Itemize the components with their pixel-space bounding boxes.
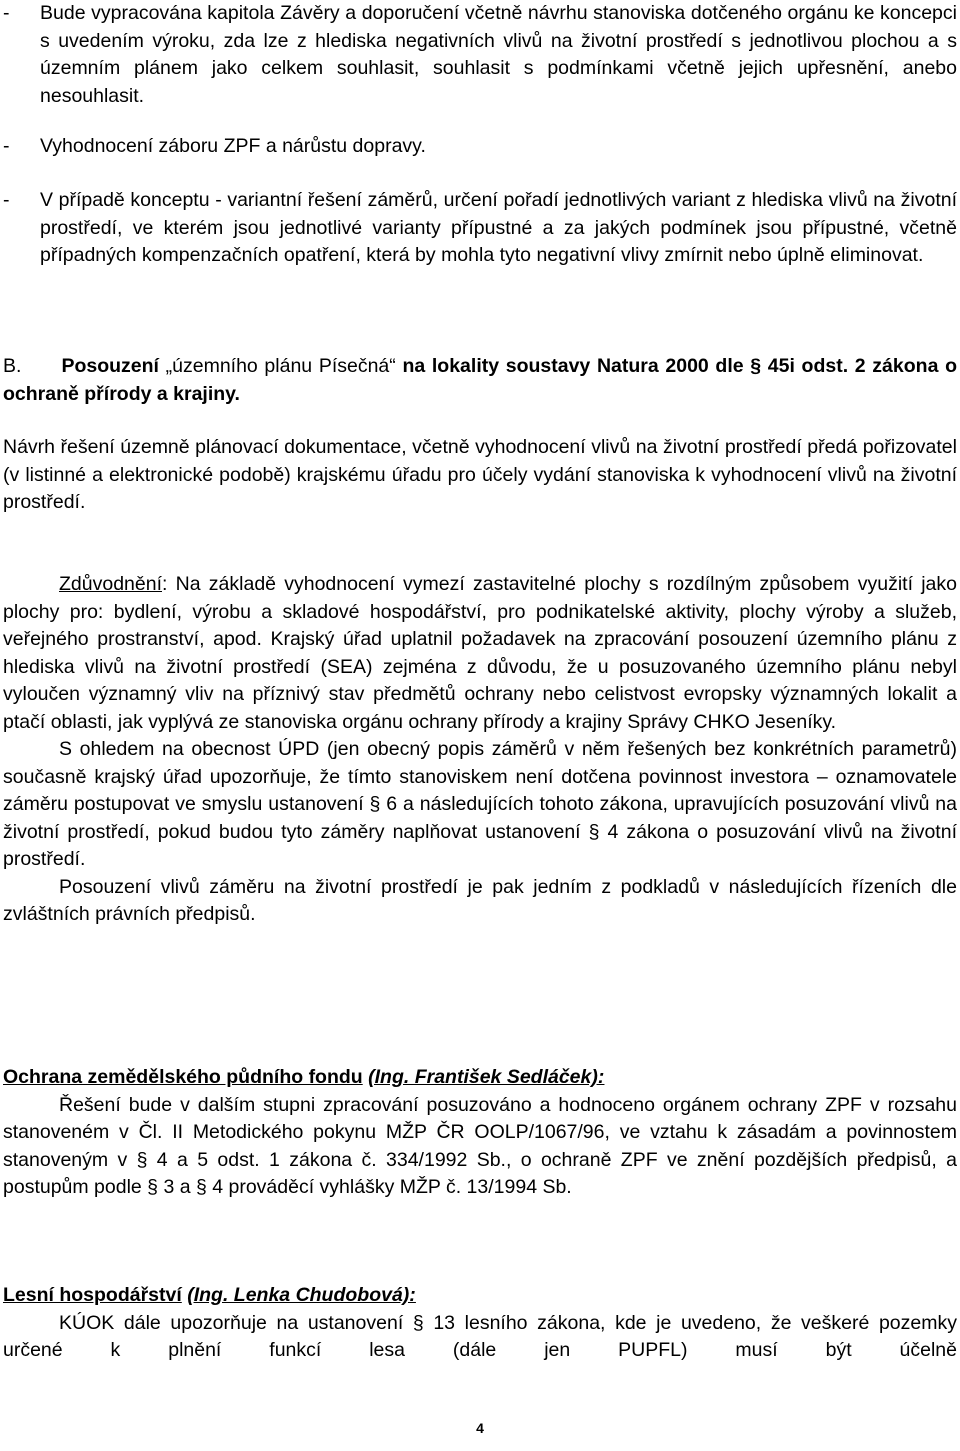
justification-paragraph-2: S ohledem na obecnost ÚPD (jen obecný popis záměrů v něm řešených bez konkrétních parametrů) současně krajský úřad upozorňuje, že tímto stanoviskem není dotčena povinnost investora – oznamovatele záměru postupovat ve smyslu ustanovení § 6 a následujících tohoto zákona, upravujících posuzování vlivů na životní prostředí, pokud budou tyto záměry naplňovat ustanovení § 4 zákona o posuzování vlivů na životní prostředí. <box>3 738 957 870</box>
zpf-heading <box>3 1064 957 1092</box>
bullet-text: Vyhodnocení záboru ZPF a nárůstu dopravy. <box>40 135 426 157</box>
forest-heading <box>3 1282 957 1310</box>
zpf-paragraph: Řešení bude v dalším stupni zpracování posuzováno a hodnoceno orgánem ochrany ZPF v rozsahu stanoveném v Čl. II Metodického pokynu MŽP ČR OOLP/1067/96, ve vztahu k zásadám a povinnostem stanoveným v § 4 a 5 odst. 1 zákona č. 334/1992 Sb., o ochraně ZPF ve znění pozdějších předpisů, a postupům podle § 3 a § 4 prováděcí vyhlášky MŽP č. 13/1994 Sb. <box>3 1093 957 1198</box>
justification-paragraph-1 <box>3 571 957 736</box>
zpf-heading-title: Ochrana zemědělského půdního fondu <box>3 1066 363 1088</box>
section-b-heading <box>3 352 957 408</box>
bullet-item-variants <box>3 187 957 270</box>
justification-text-1: : Na základě vyhodnocení vymezí zastavitelné plochy s rozdílným způsobem využití jako plochy pro: bydlení, výrobu a skladové hospodářství, pro podnikatelské aktivity, plochy výroby a služeb, veřejného prostranství, apod. Krajský úřad uplatnil požadavek na zpracování posouzení územního plánu z hlediska vlivů na životní prostředí (SEA) zejména z důvodu, že u posuzovaného územního plánu nebyl vyloučen významný vliv na příznivý stav předmětů ochrany nebo celistvost evropsky významných lokalit a ptačí oblasti, jak vyplývá ze stanoviska orgánu ochrany přírody a krajiny Správy CHKO Jeseníky. <box>3 573 957 733</box>
bullet-text: V případě konceptu - variantní řešení záměrů, určení pořadí jednotlivých variant z hlediska vlivů na životní prostředí, ve kterém jsou jednotlivé varianty přípustné a za jakých podmínek jsou přípustné, včetně případných kompenzačních opatření, která by mohla tyto negativní vlivy zmírnit nebo úplně eliminovat. <box>40 189 957 266</box>
justification-paragraph-3: Posouzení vlivů záměru na životní prostředí je pak jedním z podkladů v následujících řízeních dle zvláštních právních předpisů. <box>3 875 957 925</box>
forest-section <box>3 1282 957 1365</box>
section-b-plan-name: „územního plánu Písečná“ <box>165 355 396 377</box>
forest-heading-person: (Ing. Lenka Chudobová): <box>187 1284 416 1306</box>
bullet-dash: - <box>3 189 10 211</box>
zpf-heading-person: (Ing. František Sedláček): <box>368 1066 605 1088</box>
section-b-letter: B. <box>3 355 22 377</box>
forest-heading-title: Lesní hospodářství <box>3 1284 182 1306</box>
bullet-dash: - <box>3 2 10 24</box>
justification-block <box>3 571 957 929</box>
forest-paragraph: KÚOK dále upozorňuje na ustanovení § 13 lesního zákona, kde je uvedeno, že veškeré pozemky určené k plnění funkcí lesa (dále jen PUPFL) musí být účelně <box>3 1311 957 1361</box>
page-number: 4 <box>476 1420 484 1436</box>
bullet-dash: - <box>3 135 10 157</box>
section-b-bold-2: na lokality soustavy Natura 2000 dle § 45i odst. 2 zákona o ochraně přírody a krajiny. <box>3 355 957 405</box>
zpf-section <box>3 1064 957 1202</box>
bullet-item-conclusions <box>3 0 957 110</box>
bullet-item-zpf-traffic <box>3 133 957 161</box>
section-b-paragraph: Návrh řešení územně plánovací dokumentace, včetně vyhodnocení vlivů na životní prostředí předá pořizovatel (v listinné a elektronické podobě) krajskému úřadu pro účely vydání stanoviska k vyhodnocení vlivů na životní prostředí. <box>3 436 957 513</box>
bullet-text: Bude vypracována kapitola Závěry a doporučení včetně návrhu stanoviska dotčeného orgánu ke koncepci s uvedením výroku, zda lze z hlediska negativních vlivů na životní prostředí s jednotlivou plochou a s územním plánem jako celkem souhlasit, souhlasit s podmínkami včetně jejich upřesnění, anebo nesouhlasit. <box>40 2 957 107</box>
section-b-bold-1: Posouzení <box>61 355 159 377</box>
justification-label: Zdůvodnění <box>59 573 162 595</box>
